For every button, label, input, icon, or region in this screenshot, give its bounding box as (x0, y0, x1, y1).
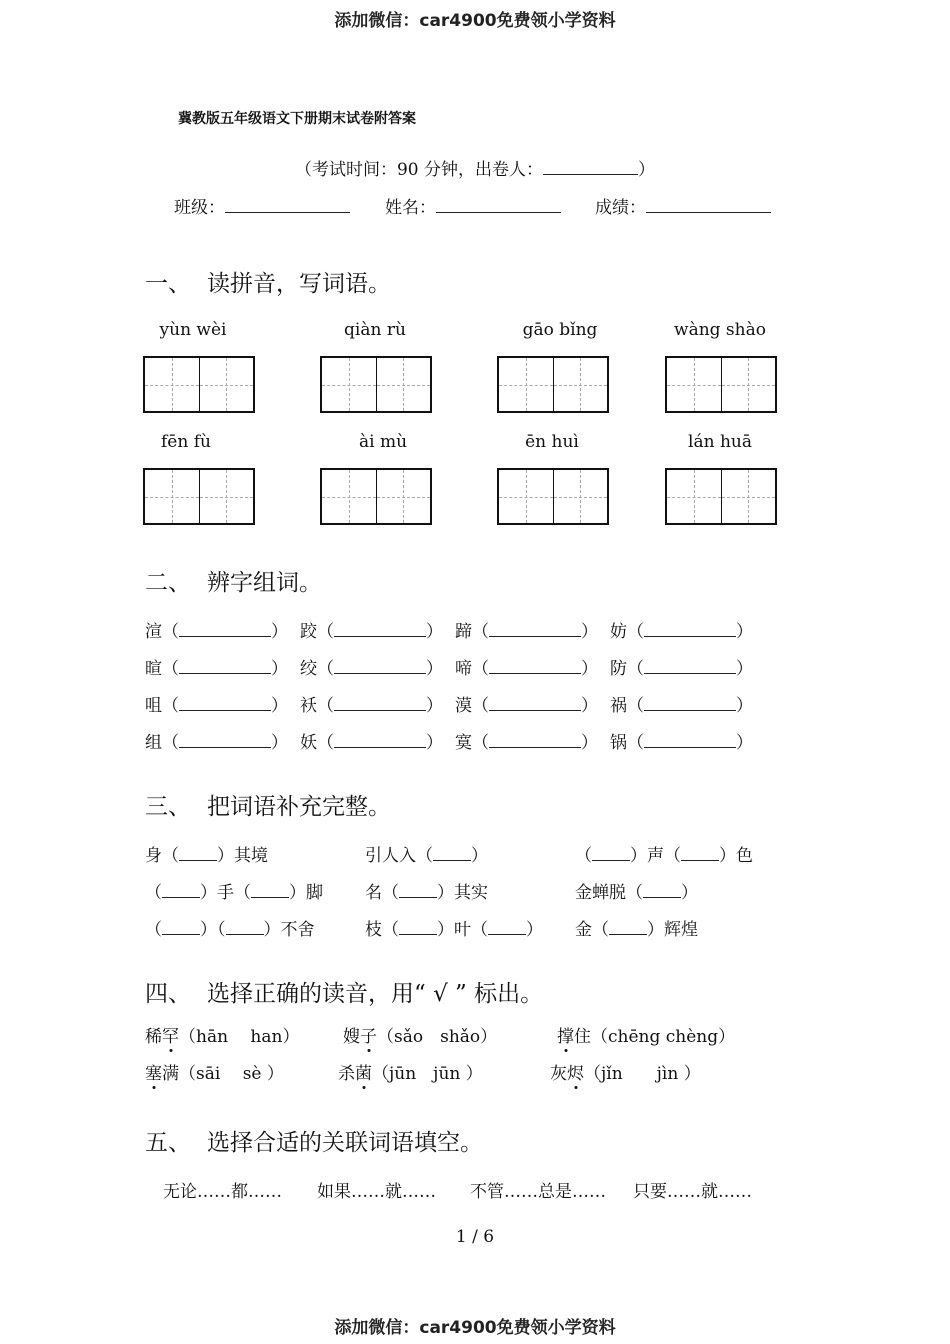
character: 妨 (610, 622, 627, 642)
idiom-blank[interactable] (162, 920, 200, 935)
idiom-item (365, 841, 488, 866)
name-label: 姓名： (385, 198, 436, 218)
pronunciation-options[interactable]: （hān han） (179, 1027, 300, 1047)
exam-meta-prefix: （考试时间：90 分钟，出卷人： (294, 160, 544, 180)
writing-grid[interactable] (665, 356, 777, 413)
answer-blank[interactable] (489, 659, 581, 674)
character: 跤 (300, 622, 317, 642)
idiom-blank[interactable] (681, 846, 719, 861)
name-field (385, 193, 561, 218)
section-title: 辨字组词。 (207, 570, 322, 596)
character: 妖 (300, 733, 317, 753)
section-number: 五、 (145, 1130, 191, 1156)
idiom-item (575, 878, 698, 903)
idiom-text: 枝（ (365, 920, 399, 940)
character: 袄 (300, 696, 317, 716)
word-char: 烬 (567, 1064, 584, 1084)
idiom-blank[interactable] (162, 883, 200, 898)
score-field (595, 193, 771, 218)
answer-blank[interactable] (334, 733, 426, 748)
pronunciation-item[interactable] (550, 1059, 701, 1084)
character: 啼 (455, 659, 472, 679)
word-row: 渲（ ） 跤（ ） 蹄（ ） 妨（ ） (145, 622, 753, 642)
answer-blank[interactable] (644, 733, 736, 748)
name-blank[interactable] (436, 198, 561, 213)
idiom-text: ）辉煌 (647, 920, 698, 940)
word-char: 住 (574, 1027, 591, 1047)
idiom-item (145, 878, 323, 903)
document-title: 冀教版五年级语文下册期末试卷附答案 (178, 111, 416, 127)
idiom-item (575, 915, 698, 940)
word-char: 灰 (550, 1064, 567, 1084)
word-row: 组（ ） 妖（ ） 寞（ ） 锅（ ） (145, 733, 753, 753)
word-char: 子 (360, 1027, 377, 1047)
pronunciation-item[interactable] (343, 1022, 497, 1047)
pronunciation-item[interactable] (145, 1022, 299, 1047)
idiom-text: 金（ (575, 920, 609, 940)
idiom-text: ）声（ (630, 846, 681, 866)
page-number: 1 / 6 (455, 1227, 495, 1247)
character: 祸 (610, 696, 627, 716)
pronunciation-options[interactable]: （chēng chèng） (591, 1027, 736, 1047)
word-row: 咀（ ） 袄（ ） 漠（ ） 祸（ ） (145, 696, 753, 716)
answer-blank[interactable] (179, 622, 271, 637)
pinyin-label: ēn huì (525, 432, 579, 452)
idiom-text: ）（ (200, 920, 226, 940)
section-title: 读拼音，写词语。 (207, 271, 391, 297)
word-char: 杀 (338, 1064, 355, 1084)
idiom-blank[interactable] (433, 846, 471, 861)
pinyin-label: gāo bǐng (522, 320, 598, 340)
character: 咀 (145, 696, 162, 716)
idiom-blank[interactable] (226, 920, 264, 935)
pronunciation-options[interactable]: （sǎo shǎo） (377, 1027, 498, 1047)
class-field (174, 193, 350, 218)
character: 暄 (145, 659, 162, 679)
character: 防 (610, 659, 627, 679)
writing-grid[interactable] (320, 468, 432, 525)
idiom-text: 身（ (145, 846, 179, 866)
pinyin-label: yùn wèi (159, 320, 227, 340)
answer-blank[interactable] (644, 696, 736, 711)
section-number: 二、 (145, 570, 191, 596)
section-1-heading (145, 265, 391, 298)
idiom-text: ）脚 (289, 883, 323, 903)
idiom-text: ）手（ (200, 883, 251, 903)
idiom-text: ） (471, 846, 488, 866)
writing-grid[interactable] (497, 356, 609, 413)
character: 漠 (455, 696, 472, 716)
idiom-text: （ (145, 920, 162, 940)
conjunction-option: 不管……总是…… (470, 1182, 606, 1202)
class-blank[interactable] (225, 198, 350, 213)
author-blank[interactable] (543, 160, 638, 175)
character: 寞 (455, 733, 472, 753)
exam-meta (0, 155, 950, 180)
answer-blank[interactable] (489, 622, 581, 637)
word-char: 罕 (162, 1027, 179, 1047)
character: 渲 (145, 622, 162, 642)
conjunction-option: 如果……就…… (317, 1182, 436, 1202)
character: 绞 (300, 659, 317, 679)
watermark-bottom: 添加微信：car4900免费领小学资料 (334, 1318, 616, 1338)
idiom-item (145, 841, 268, 866)
section-number: 三、 (145, 794, 191, 820)
answer-blank[interactable] (179, 733, 271, 748)
class-label: 班级： (174, 198, 225, 218)
idiom-text: ） (526, 920, 543, 940)
section-title: 选择合适的关联词语填空。 (207, 1130, 483, 1156)
idiom-blank[interactable] (643, 883, 681, 898)
watermark-ghost (0, 22, 950, 32)
word-char: 满 (162, 1064, 179, 1084)
answer-blank[interactable] (489, 733, 581, 748)
section-number: 四、 (145, 981, 191, 1007)
word-row: 暄（ ） 绞（ ） 啼（ ） 防（ ） (145, 659, 753, 679)
pinyin-label: wàng shào (674, 320, 766, 340)
pronunciation-item[interactable] (338, 1059, 483, 1084)
idiom-blank[interactable] (179, 846, 217, 861)
pronunciation-options[interactable]: （sāi sè ） (179, 1064, 284, 1084)
pronunciation-options[interactable]: （jǐn jìn ） (584, 1064, 701, 1084)
idiom-text: 引人入（ (365, 846, 433, 866)
conjunction-option: 无论……都…… (163, 1182, 282, 1202)
idiom-item (575, 841, 753, 866)
word-char: 塞 (145, 1064, 162, 1084)
idiom-blank[interactable] (399, 920, 437, 935)
conjunction-option: 只要……就…… (633, 1182, 752, 1202)
idiom-blank[interactable] (592, 846, 630, 861)
character: 锅 (610, 733, 627, 753)
answer-blank[interactable] (489, 696, 581, 711)
idiom-blank[interactable] (488, 920, 526, 935)
section-4-heading (145, 975, 543, 1008)
score-label: 成绩： (595, 198, 646, 218)
section-3-heading (145, 788, 391, 821)
pinyin-label: ài mù (358, 432, 408, 452)
writing-grid[interactable] (143, 356, 255, 413)
section-title: 选择正确的读音，用“ √ ” 标出。 (207, 981, 544, 1007)
answer-blank[interactable] (334, 696, 426, 711)
pronunciation-item[interactable] (557, 1022, 735, 1047)
answer-blank[interactable] (644, 622, 736, 637)
pinyin-label: lán huā (688, 432, 752, 452)
idiom-text: ）其境 (217, 846, 268, 866)
writing-grid[interactable] (497, 468, 609, 525)
writing-grid[interactable] (320, 356, 432, 413)
section-5-heading (145, 1124, 483, 1157)
character: 组 (145, 733, 162, 753)
idiom-blank[interactable] (399, 883, 437, 898)
idiom-text: ）叶（ (437, 920, 488, 940)
idiom-blank[interactable] (609, 920, 647, 935)
pinyin-label: fēn fù (161, 432, 211, 452)
answer-blank[interactable] (334, 659, 426, 674)
idiom-item (365, 878, 488, 903)
idiom-text: ） (681, 883, 698, 903)
writing-grid[interactable] (665, 468, 777, 525)
exam-meta-suffix: ） (638, 160, 656, 180)
idiom-blank[interactable] (251, 883, 289, 898)
pronunciation-options[interactable]: （jūn jūn ） (372, 1064, 483, 1084)
idiom-text: 金蝉脱（ (575, 883, 643, 903)
idiom-item (365, 915, 543, 940)
word-char: 菌 (355, 1064, 372, 1084)
pronunciation-item[interactable] (145, 1059, 284, 1084)
word-char: 稀 (145, 1027, 162, 1047)
section-title: 把词语补充完整。 (207, 794, 391, 820)
watermark-top: 添加微信：car4900免费领小学资料 (334, 11, 616, 31)
pinyin-label: qiàn rù (344, 320, 406, 340)
writing-grid[interactable] (143, 468, 255, 525)
section-2-heading (145, 564, 322, 597)
idiom-text: （ (145, 883, 162, 903)
answer-blank[interactable] (179, 659, 271, 674)
answer-blank[interactable] (644, 659, 736, 674)
idiom-item (145, 915, 315, 940)
section-number: 一、 (145, 271, 191, 297)
idiom-text: ）不舍 (263, 920, 315, 940)
idiom-text: ）其实 (437, 883, 488, 903)
answer-blank[interactable] (334, 622, 426, 637)
idiom-text: （ (575, 846, 592, 866)
answer-blank[interactable] (179, 696, 271, 711)
idiom-text: 名（ (365, 883, 399, 903)
word-char: 撑 (557, 1027, 574, 1047)
word-char: 嫂 (343, 1027, 360, 1047)
score-blank[interactable] (646, 198, 771, 213)
idiom-text: ）色 (719, 846, 753, 866)
character: 蹄 (455, 622, 472, 642)
